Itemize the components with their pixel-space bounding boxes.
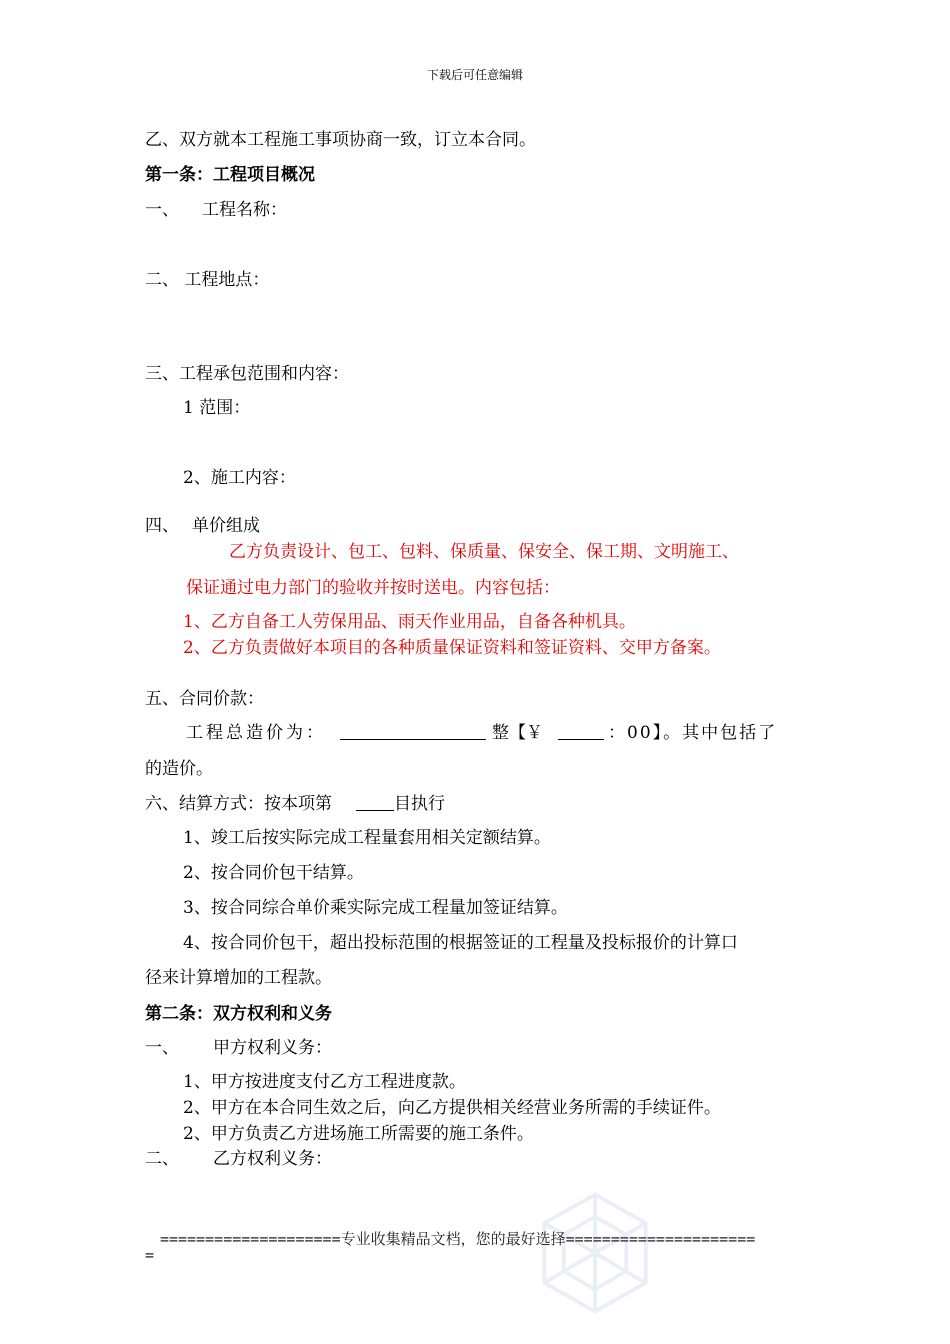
section-1-label: 工程名称： xyxy=(202,200,287,220)
party-b-number: 二、 xyxy=(145,1149,179,1169)
settlement-item-blank[interactable] xyxy=(356,794,394,811)
settlement-item-3: 3、按合同综合单价乘实际完成工程量加签证结算。 xyxy=(183,898,568,918)
settlement-item-2: 2、按合同价包干结算。 xyxy=(183,863,364,883)
section-6-tail: 目执行 xyxy=(394,794,445,814)
footer-line-1: ====================专业收集精品文档，您的最好选择===================== xyxy=(160,1230,756,1248)
section-6-label: 六、结算方式：按本项第 xyxy=(145,794,332,814)
total-price-label: 工程总造价为： xyxy=(186,723,326,743)
article-2-heading: 第二条：双方权利和义务 xyxy=(145,1004,332,1024)
total-price-blank[interactable] xyxy=(340,723,486,740)
unit-price-item-1: 1、乙方自备工人劳保用品、雨天作业用品，自备各种机具。 xyxy=(183,612,636,632)
total-price-yuan: 整【￥ xyxy=(492,723,543,743)
intro-line: 乙、双方就本工程施工事项协商一致，订立本合同。 xyxy=(145,130,536,150)
snowflake-watermark-icon xyxy=(530,1188,660,1318)
settlement-item-1: 1、竣工后按实际完成工程量套用相关定额结算。 xyxy=(183,828,551,848)
article-1-heading: 第一条：工程项目概况 xyxy=(145,165,315,185)
party-a-label: 甲方权利义务： xyxy=(213,1038,332,1058)
section-3-label: 三、工程承包范围和内容： xyxy=(145,364,349,384)
total-price-tail: ：00】。其中包括了 xyxy=(608,723,778,743)
settlement-item-4-line-2: 径来计算增加的工程款。 xyxy=(145,968,332,988)
party-a-item-3: 2、甲方负责乙方进场施工所需要的施工条件。 xyxy=(183,1124,534,1144)
footer-line-2: = xyxy=(145,1246,155,1264)
party-b-label: 乙方权利义务： xyxy=(213,1149,332,1169)
section-4-label: 单价组成 xyxy=(192,516,260,536)
unit-price-item-2: 2、乙方负责做好本项目的各种质量保证资料和签证资料、交甲方备案。 xyxy=(183,638,721,658)
section-4-number: 四、 xyxy=(145,516,179,536)
section-1-number: 一、 xyxy=(145,200,179,220)
unit-price-line-1: 乙方负责设计、包工、包料、保质量、保安全、保工期、文明施工、 xyxy=(229,542,739,562)
unit-price-line-2: 保证通过电力部门的验收并按时送电。内容包括： xyxy=(186,578,560,598)
section-5-label: 五、合同价款： xyxy=(145,689,264,709)
section-2-label: 二、 工程地点： xyxy=(145,270,270,290)
section-3-item-2: 2、施工内容： xyxy=(183,468,296,488)
party-a-item-2: 2、甲方在本合同生效之后，向乙方提供相关经营业务所需的手续证件。 xyxy=(183,1098,721,1118)
settlement-item-4-line-1: 4、按合同价包干，超出投标范围的根据签证的工程量及投标报价的计算口 xyxy=(183,933,738,953)
party-a-item-1: 1、甲方按进度支付乙方工程进度款。 xyxy=(183,1072,466,1092)
section-3-item-1: 1 范围： xyxy=(183,398,251,418)
page-header: 下载后可任意编辑 xyxy=(426,68,523,82)
total-price-end: 的造价。 xyxy=(145,759,213,779)
party-a-number: 一、 xyxy=(145,1038,179,1058)
price-amount-blank[interactable] xyxy=(558,723,604,740)
